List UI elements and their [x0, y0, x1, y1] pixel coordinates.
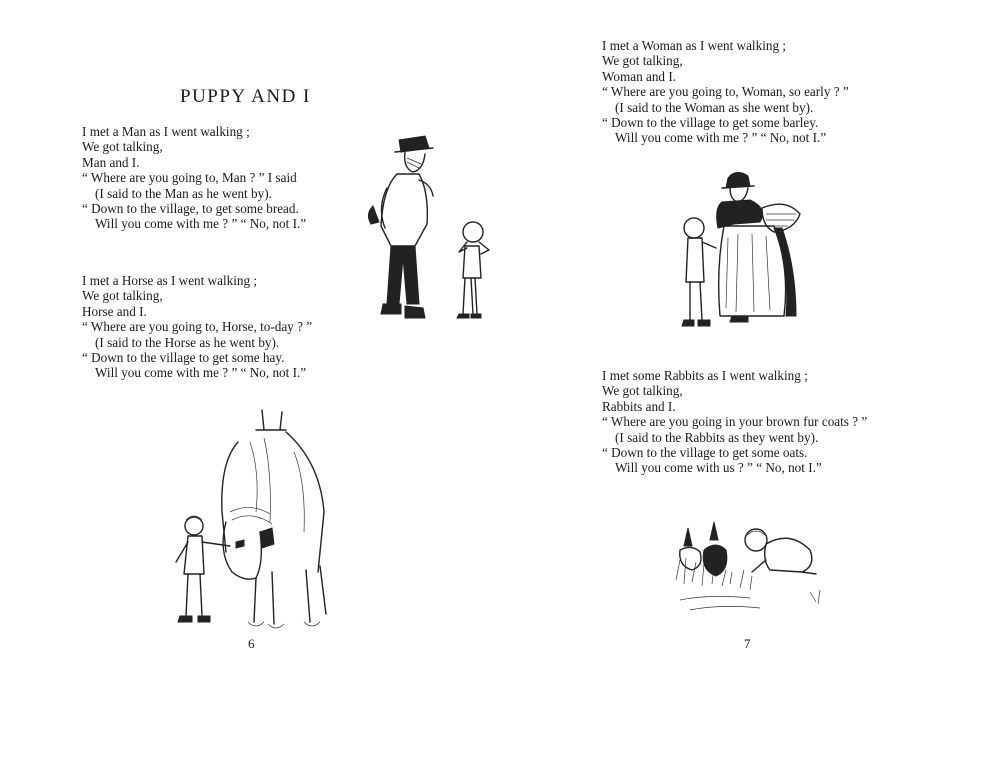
- stanza-line: “ Down to the village, to get some bread.: [82, 201, 299, 217]
- stanza-line: (I said to the Rabbits as they went by).: [615, 429, 819, 445]
- page-number: 6: [248, 636, 255, 651]
- stanza-line: “ Down to the village to get some hay.: [82, 350, 285, 366]
- stanza-line: “ Where are you going to, Woman, so early ? ”: [602, 84, 849, 100]
- stanza-woman: [602, 38, 849, 146]
- stanza-line: We got talking,: [602, 383, 683, 399]
- rabbits-and-boy-illustration: [670, 500, 830, 620]
- stanza-horse: [82, 273, 312, 381]
- poem-title: PUPPY AND I: [180, 86, 311, 107]
- stanza-line: “ Where are you going in your brown fur coats ? ”: [602, 414, 868, 430]
- stanza-line: I met a Woman as I went walking ;: [602, 38, 787, 53]
- stanza-line: “ Down to the village to get some oats.: [602, 445, 808, 461]
- stanza-line: We got talking,: [602, 53, 683, 69]
- man-and-boy-illustration: [355, 128, 495, 328]
- stanza-line: We got talking,: [82, 288, 163, 304]
- stanza-line: I met a Horse as I went walking ;: [82, 273, 258, 288]
- stanza-line: Will you come with me ? ” “ No, not I.”: [615, 130, 827, 146]
- stanza-line: (I said to the Horse as he went by).: [95, 334, 280, 350]
- stanza-line: Woman and I.: [602, 68, 677, 84]
- stanza-line: Will you come with me ? ” “ No, not I.”: [95, 216, 307, 232]
- stanza-line: I met a Man as I went walking ;: [82, 124, 250, 139]
- stanza-line: “ Down to the village to get some barley.: [602, 115, 819, 131]
- stanza-man: [82, 124, 306, 232]
- stanza-rabbits: [602, 368, 867, 476]
- right-page: [500, 0, 1000, 760]
- woman-and-boy-illustration: [678, 168, 818, 338]
- page-number: 7: [744, 636, 751, 651]
- stanza-line: Will you come with me ? ” “ No, not I.”: [95, 365, 307, 381]
- horse-and-boy-illustration: [160, 402, 340, 637]
- stanza-line: I met some Rabbits as I went walking ;: [602, 368, 808, 383]
- stanza-line: We got talking,: [82, 139, 163, 155]
- stanza-line: “ Where are you going to, Man ? ” I said: [82, 170, 297, 186]
- stanza-line: (I said to the Man as he went by).: [95, 185, 272, 201]
- stanza-line: Man and I.: [82, 154, 140, 170]
- stanza-line: (I said to the Woman as she went by).: [615, 99, 814, 115]
- stanza-line: Rabbits and I.: [602, 398, 676, 414]
- stanza-line: Horse and I.: [82, 303, 147, 319]
- stanza-line: Will you come with us ? ” “ No, not I.”: [615, 460, 822, 476]
- stanza-line: “ Where are you going to, Horse, to-day ? ”: [82, 319, 313, 335]
